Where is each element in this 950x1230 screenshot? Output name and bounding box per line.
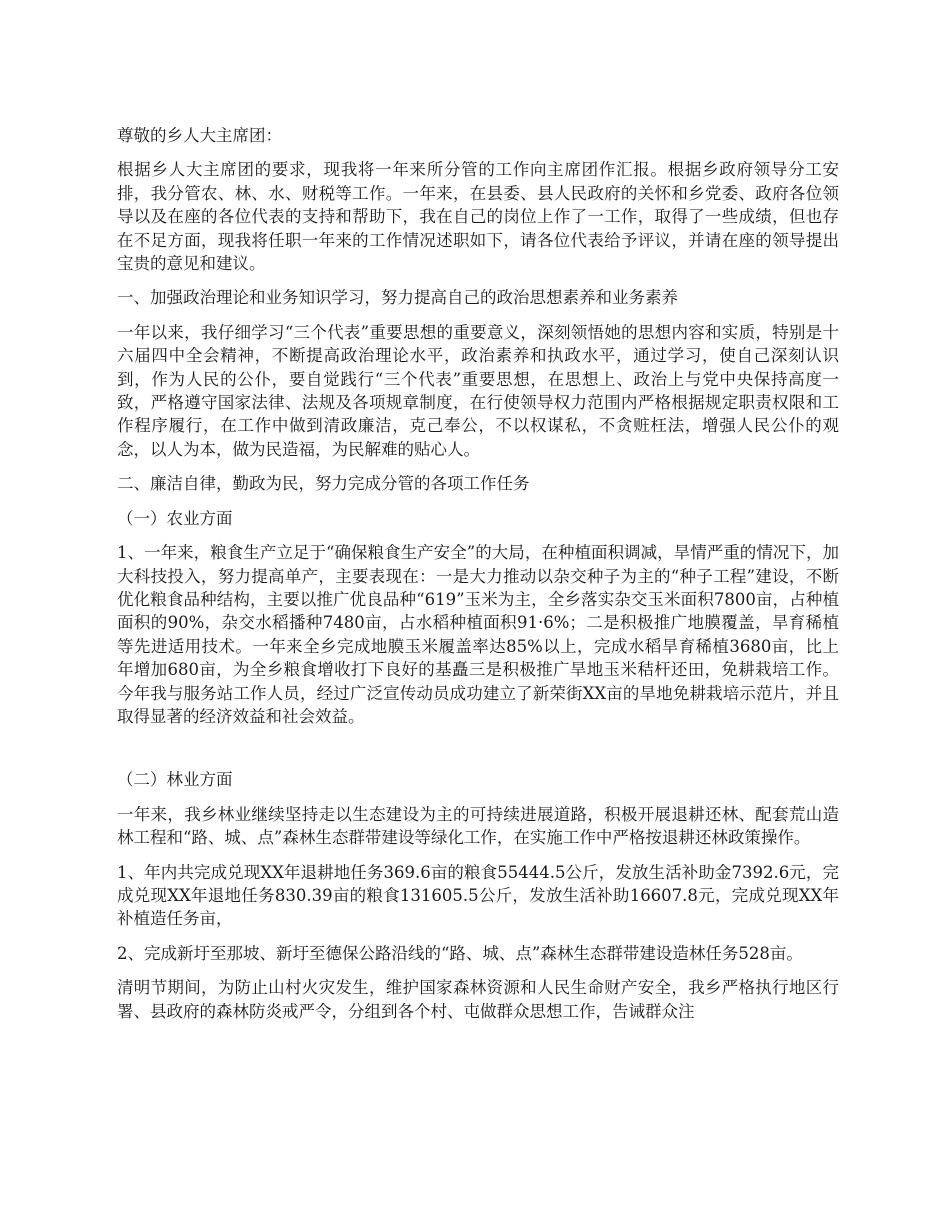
section-heading-1: 一、加强政治理论和业务知识学习，努力提高自己的政治思想素养和业务素养 xyxy=(117,288,678,308)
subsection-heading-forestry: （二）林业方面 xyxy=(117,770,233,790)
forestry-intro-paragraph: 一年来，我乡林业继续坚持走以生态建设为主的可持续进展道路，积极开展退耕还林、配套荒山造林工程和“路、城、点”森林生态群带建设等绿化工作，在实施工作中严格按退耕还林政策操作。 xyxy=(117,804,839,848)
section-1-paragraph: 一年以来，我仔细学习“三个代表”重要思想的重要意义，深刻领悟她的思想内容和实质，特别是十六届四中全会精神，不断提高政治理论水平，政治素养和执政水平，通过学习，使自己深刻认识到，作为人民的公仆，要自觉践行“三个代表”重要思想，在思想上、政治上与党中央保持高度一致，严格遵守国家法律、法规及各项规章制度，在行使领导权力范围内严格根据规定职责权限和工作程序履行，在工作中做到清政廉洁，克己奉公，不以权谋私，不贪赃枉法，增强人民公仆的观念，以人为本，做为民造福，为民解难的贴心人。 xyxy=(117,322,839,459)
agriculture-paragraph: 1、一年来，粮食生产立足于“确保粮食生产安全”的大局，在种植面积调减，旱情严重的情况下，加大科技投入，努力提高单产，主要表现在：一是大力推动以杂交种子为主的“种子工程”建设，不断优化粮食品种结构，主要以推广优良品种“619”玉米为主，全乡落实杂交玉米面积7800亩，占种植面积的90%，杂交水稻播种7480亩，占水稻种植面积91·6%；二是积极推广地膜覆盖，旱育稀植等先进适用技术。一年来全乡完成地膜玉米履盖率达85%以上，完成水稻旱育稀植3680亩，比上年增加680亩，为全乡粮食增收打下良好的基矗三是积极推广旱地玉米秸杆还田，免耕栽培工作。今年我与服务站工作人员，经过广泛宣传动员成功建立了新荣街XX亩的旱地免耕栽培示范片，并且取得显著的经济效益和社会效益。 xyxy=(117,543,839,726)
fire-prevention-paragraph: 清明节期间，为防止山村火灾发生，维护国家森林资源和人民生命财产安全，我乡严格执行地区行署、县政府的森林防炎戒严令，分组到各个村、屯做群众思想工作，告诫群众注 xyxy=(117,978,839,1021)
document-page xyxy=(117,124,839,1034)
forestry-item-2: 2、完成新圩至那坡、新圩至德保公路沿线的“路、城、点”森林生态群带建设造林任务528亩。 xyxy=(117,943,803,963)
subsection-heading-agriculture: （一）农业方面 xyxy=(117,508,233,528)
intro-paragraph: 根据乡人大主席团的要求，现我将一年来所分管的工作向主席团作汇报。根据乡政府领导分工安排，我分管农、林、水、财税等工作。一年来，在县委、县人民政府的关怀和乡党委、政府各位领导以及在座的各位代表的支持和帮助下，我在自己的岗位上作了一工作，取得了一些成绩，但也存在不足方面，现我将任职一年来的工作情况述职如下，请各位代表给予评议，并请在座的领导提出宝贵的意见和建议。 xyxy=(117,160,839,274)
section-heading-2: 二、廉洁自律，勤政为民，努力完成分管的各项工作任务 xyxy=(117,474,530,494)
salutation: 尊敬的乡人大主席团： xyxy=(117,126,282,145)
forestry-item-1: 1、年内共完成兑现XX年退耕地任务369.6亩的粮食55444.5公斤，发放生活补助金7392.6元，完成兑现XX年退地任务830.39亩的粮食131605.5公斤，发放生活补助16607.8元，完成兑现XX年补植造任务亩， xyxy=(117,862,839,929)
